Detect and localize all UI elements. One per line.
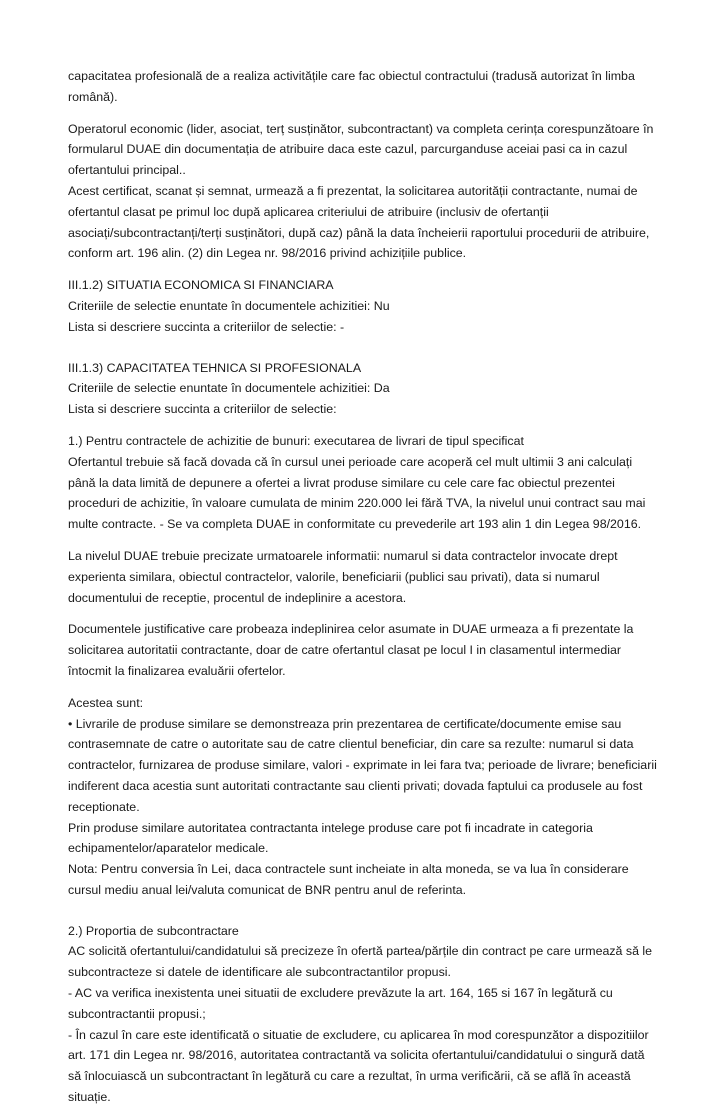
text-line: conform art. 196 alin. (2) din Legea nr. 98/2016 privind achizițiile publice. bbox=[68, 246, 467, 261]
text-line: ofertantul clasat pe primul loc după aplicarea criteriului de atribuire (inclusiv de ofertanții bbox=[68, 204, 549, 219]
paragraph-intro-capacity bbox=[68, 66, 658, 108]
text-line: contractelor, furnizarea de produse similare, valori - exprimate in lei fara tva; perioade de livrare; beneficiarii bbox=[68, 758, 657, 773]
text-line: proceduri de achizitie, în valoare cumulata de minim 220.000 lei fără TVA, la nivelul unui contract sau mai bbox=[68, 496, 646, 511]
text-line: asociați/subcontractanți/terți susținători, după caz) până la data încheierii raportului procedurii de atribuire, bbox=[68, 225, 650, 240]
paragraph-justifying-documents bbox=[68, 619, 658, 681]
text-line: cursul mediu anual lei/valuta comunicat de BNR pentru anul de referinta. bbox=[68, 882, 467, 897]
criterion-heading: 2.) Proportia de subcontractare bbox=[68, 923, 239, 938]
text-line: echipamentelor/aparatelor medicale. bbox=[68, 841, 269, 856]
text-line: experienta similara, obiectul contractelor, valorile, beneficiarii (publici sau privati), data si numarul bbox=[68, 569, 600, 584]
text-line: contrasemnate de catre o autoritate sau de catre clientul beneficiar, din care sa rezulte: numarul si data bbox=[68, 737, 634, 752]
text-line: multe contracte. - Se va completa DUAE in conformitate cu prevederile art 193 alin 1 din Legea 98/2016. bbox=[68, 517, 642, 532]
text-line: până la data limită de depunere a ofertei a livrat produse similare cu cele care fac obiectul prezentei bbox=[68, 475, 615, 490]
text-line: - AC va verifica inexistenta unei situatii de excludere prevăzute la art. 164, 165 si 167 în legătură cu bbox=[68, 986, 613, 1001]
text-line: întocmit la finalizarea evaluării ofertelor. bbox=[68, 663, 286, 678]
bullet-item: • Livrarile de produse similare se demonstreaza prin prezentarea de certificate/documente emise sau bbox=[68, 716, 622, 731]
section-heading: III.1.3) CAPACITATEA TEHNICA SI PROFESIONALA bbox=[68, 360, 362, 375]
paragraph-these-are bbox=[68, 693, 658, 901]
text-line: formularul DUAE din documentația de atribuire daca este cazul, parcurganduse aceiai pasi ca in cazul bbox=[68, 142, 628, 157]
text-line: Acestea sunt: bbox=[68, 695, 144, 710]
section-economic-financial bbox=[68, 275, 658, 337]
text-line: Ofertantul trebuie să facă dovada că în cursul unei perioade care acoperă cel mult ultimii 3 ani calculați bbox=[68, 454, 633, 469]
text-line: Documentele justificative care probeaza indeplinirea celor asumate in DUAE urmeaza a fi prezentate la bbox=[68, 622, 634, 637]
paragraph-criterion-1 bbox=[68, 431, 658, 535]
text-line: situație. bbox=[68, 1090, 111, 1105]
text-line: AC solicită ofertantului/candidatului să precizeze în ofertă partea/părțile din contract pe care urmează să le bbox=[68, 944, 653, 959]
text-line: Lista si descriere succinta a criteriilor de selectie: - bbox=[68, 319, 345, 334]
text-line: Operatorul economic (lider, asociat, terț susținător, subcontractant) va completa cerința corespunzătoare în bbox=[68, 121, 654, 136]
text-line: - În cazul în care este identificată o situatie de excludere, cu aplicarea în mod corespunzător a dispozitiilor bbox=[68, 1027, 649, 1042]
text-line: solicitarea autoritatii contractante, doar de catre ofertantul clasat pe locul I in clasamentul intermediar bbox=[68, 643, 622, 658]
note-line: Nota: Pentru conversia în Lei, daca contractele sunt incheiate in alta moneda, se va lua în considerare bbox=[68, 862, 629, 877]
text-line: Criteriile de selectie enuntate în documentele achizitiei: Da bbox=[68, 381, 390, 396]
document-page bbox=[68, 66, 658, 1119]
text-line: Lista si descriere succinta a criteriilor de selectie: bbox=[68, 402, 337, 417]
text-line: receptionate. bbox=[68, 799, 140, 814]
paragraph-operator-economic bbox=[68, 119, 658, 265]
section-technical-professional bbox=[68, 358, 658, 420]
text-line: indiferent daca acestia sunt autoritati contractante sau clienti privati; dovada faptului ca produsele au fost bbox=[68, 778, 643, 793]
text-line: Prin produse similare autoritatea contractanta intelege produse care pot fi incadrate in categoria bbox=[68, 820, 593, 835]
paragraph-duae-info bbox=[68, 546, 658, 608]
text-line: Acest certificat, scanat și semnat, urmează a fi prezentat, la solicitarea autorității contractante, numai de bbox=[68, 183, 638, 198]
criterion-heading: 1.) Pentru contractele de achizitie de bunuri: executarea de livrari de tipul specificat bbox=[68, 433, 524, 448]
text-line: subcontracteze si datele de identificare ale subcontractantilor propusi. bbox=[68, 965, 451, 980]
text-line: La nivelul DUAE trebuie precizate urmatoarele informatii: numarul si data contractelor invocate drept bbox=[68, 548, 618, 563]
section-heading: III.1.2) SITUATIA ECONOMICA SI FINANCIARA bbox=[68, 278, 334, 293]
text-line: capacitatea profesională de a realiza activitățile care fac obiectul contractului (tradusă autorizat în limba bbox=[68, 69, 635, 83]
text-line: subcontractantii propusi.; bbox=[68, 1006, 206, 1021]
text-line: documentului de receptie, procentul de indeplinire a acestora. bbox=[68, 590, 407, 605]
text-line: Criteriile de selectie enuntate în documentele achizitiei: Nu bbox=[68, 298, 390, 313]
paragraph-criterion-2 bbox=[68, 921, 658, 1108]
text-line: să înlocuiască un subcontractant în legătură cu care a rezultat, în urma verificării, că se află în această bbox=[68, 1069, 631, 1084]
text-line: română). bbox=[68, 89, 118, 104]
text-line: art. 171 din Legea nr. 98/2016, autoritatea contractantă va solicita ofertantului/candidatului o singură dată bbox=[68, 1048, 645, 1063]
text-line: ofertantului principal.. bbox=[68, 163, 186, 178]
